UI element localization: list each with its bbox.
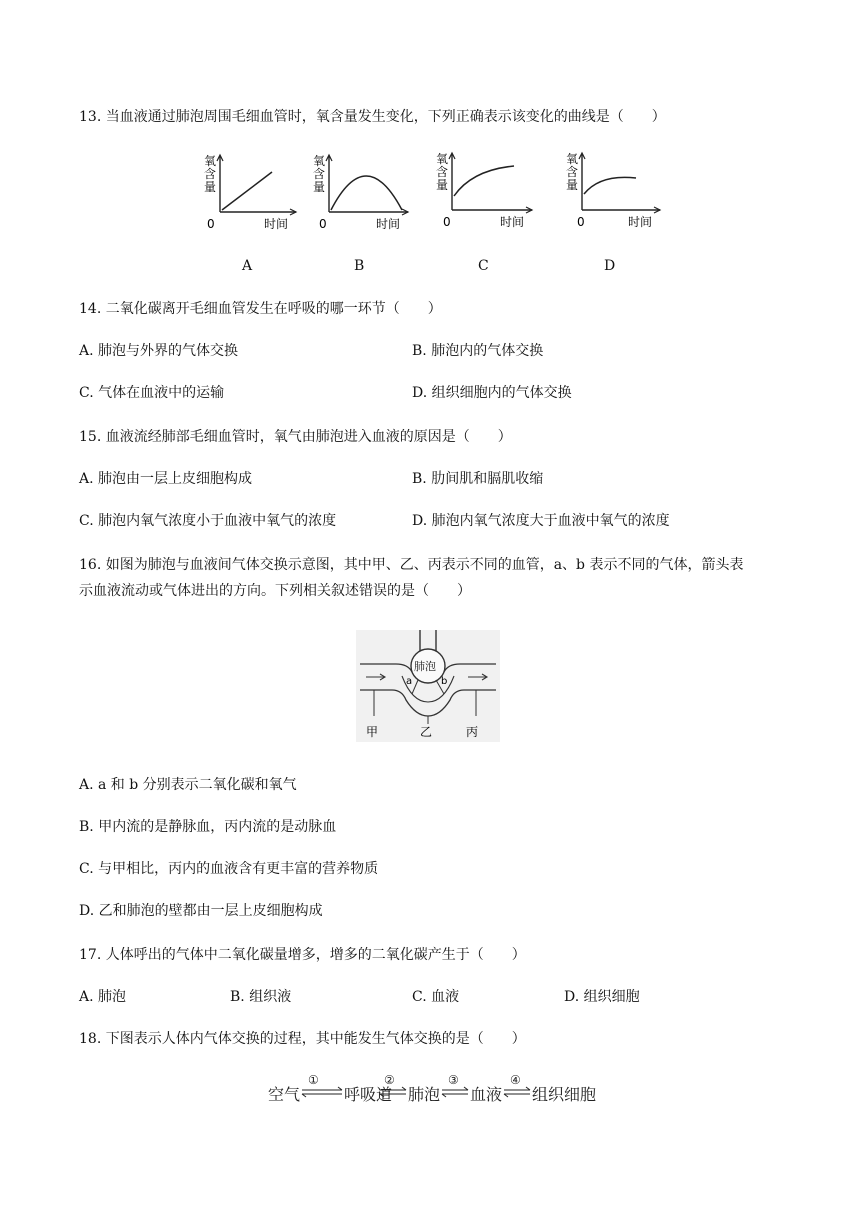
q13-b-ylabel-3: 量 bbox=[313, 180, 326, 194]
q13-d-ylabel-1: 氧 bbox=[566, 152, 579, 166]
q16-gas-a-label: a bbox=[406, 676, 413, 687]
q16-option-a: A. a 和 b 分别表示二氧化碳和氧气 bbox=[79, 777, 297, 793]
q14-option-b: B. 肺泡内的气体交换 bbox=[412, 343, 544, 359]
q13-letter-c: C bbox=[478, 258, 489, 274]
q13-c-ylabel-2: 含 bbox=[436, 165, 449, 179]
q18-step-3: ③ bbox=[448, 1073, 459, 1087]
q13-a-origin: 0 bbox=[207, 217, 215, 231]
q13-graph-c bbox=[432, 150, 536, 234]
q16-vessel2-label: 乙 bbox=[420, 725, 433, 739]
q18-node-blood: 血液 bbox=[470, 1085, 503, 1104]
q17-stem: 17. 人体呼出的气体中二氧化碳量增多，增多的二氧化碳产生于（ ） bbox=[79, 947, 526, 963]
q17-option-a: A. 肺泡 bbox=[79, 989, 127, 1005]
q13-d-xlabel: 时间 bbox=[628, 215, 653, 229]
q15-stem: 15. 血液流经肺部毛细血管时，氧气由肺泡进入血液的原因是（ ） bbox=[79, 429, 512, 445]
q18-gas-exchange-chain bbox=[262, 1070, 602, 1110]
q14-stem: 14. 二氧化碳离开毛细血管发生在呼吸的哪一环节（ ） bbox=[79, 301, 442, 317]
q13-a-ylabel-1: 氧 bbox=[204, 154, 217, 168]
q15-option-a: A. 肺泡由一层上皮细胞构成 bbox=[79, 471, 253, 487]
q18-node-airway: 呼吸道 bbox=[344, 1085, 393, 1104]
q16-alveolus-label: 肺泡 bbox=[414, 660, 436, 673]
q13-graph-b bbox=[310, 150, 414, 234]
q16-gas-b-label: b bbox=[441, 676, 448, 687]
q14-option-d: D. 组织细胞内的气体交换 bbox=[412, 385, 572, 401]
q14-option-c: C. 气体在血液中的运输 bbox=[79, 385, 225, 401]
q13-c-origin: 0 bbox=[443, 215, 451, 229]
q18-step-4: ④ bbox=[510, 1073, 521, 1087]
q13-b-xlabel: 时间 bbox=[376, 217, 401, 231]
q17-option-b: B. 组织液 bbox=[230, 989, 292, 1005]
q13-d-ylabel-3: 量 bbox=[566, 178, 579, 192]
q15-option-d: D. 肺泡内氧气浓度大于血液中氧气的浓度 bbox=[412, 513, 670, 529]
q16-option-d: D. 乙和肺泡的壁都由一层上皮细胞构成 bbox=[79, 903, 323, 919]
q16-vessel1-label: 甲 bbox=[366, 725, 379, 739]
q13-d-origin: 0 bbox=[577, 215, 585, 229]
q13-d-ylabel-2: 含 bbox=[566, 165, 579, 179]
q13-a-ylabel-2: 含 bbox=[204, 167, 217, 181]
q13-letter-b: B bbox=[354, 258, 365, 274]
q18-node-air: 空气 bbox=[268, 1085, 301, 1104]
q13-stem: 13. 当血液通过肺泡周围毛细血管时，氧含量发生变化，下列正确表示该变化的曲线是（ ） bbox=[79, 109, 666, 125]
q13-a-xlabel: 时间 bbox=[264, 217, 289, 231]
q13-a-ylabel-3: 量 bbox=[204, 180, 217, 194]
q17-option-c: C. 血液 bbox=[412, 989, 460, 1005]
q18-stem: 18. 下图表示人体内气体交换的过程，其中能发生气体交换的是（ ） bbox=[79, 1031, 526, 1047]
q13-c-ylabel-1: 氧 bbox=[436, 152, 449, 166]
q13-b-ylabel-2: 含 bbox=[313, 167, 326, 181]
q13-graph-d bbox=[562, 150, 666, 234]
q18-step-1: ① bbox=[308, 1073, 319, 1087]
q16-stem-line2: 示血液流动或气体进出的方向。下列相关叙述错误的是（ ） bbox=[79, 583, 471, 599]
q18-node-tissue-cell: 组织细胞 bbox=[532, 1085, 597, 1104]
q15-option-b: B. 肋间肌和膈肌收缩 bbox=[412, 471, 544, 487]
q16-vessel3-label: 丙 bbox=[466, 725, 479, 739]
q14-option-a: A. 肺泡与外界的气体交换 bbox=[79, 343, 239, 359]
q13-b-origin: 0 bbox=[319, 217, 327, 231]
q17-option-d: D. 组织细胞 bbox=[564, 989, 640, 1005]
q13-letter-a: A bbox=[242, 258, 253, 274]
q18-step-2: ② bbox=[384, 1073, 395, 1087]
q13-letter-d: D bbox=[604, 258, 616, 274]
q16-alveolus-diagram bbox=[356, 630, 500, 742]
q13-graph-a bbox=[196, 150, 300, 234]
q16-option-c: C. 与甲相比，丙内的血液含有更丰富的营养物质 bbox=[79, 861, 379, 877]
q13-c-xlabel: 时间 bbox=[500, 215, 525, 229]
q15-option-c: C. 肺泡内氧气浓度小于血液中氧气的浓度 bbox=[79, 513, 337, 529]
q13-b-ylabel-1: 氧 bbox=[313, 154, 326, 168]
q18-node-alveolus: 肺泡 bbox=[408, 1085, 441, 1104]
q16-stem-line1: 16. 如图为肺泡与血液间气体交换示意图，其中甲、乙、丙表示不同的血管，a、b 表示不同的气体，箭头表 bbox=[79, 557, 744, 573]
q13-c-ylabel-3: 量 bbox=[436, 178, 449, 192]
q16-option-b: B. 甲内流的是静脉血，丙内流的是动脉血 bbox=[79, 819, 337, 835]
